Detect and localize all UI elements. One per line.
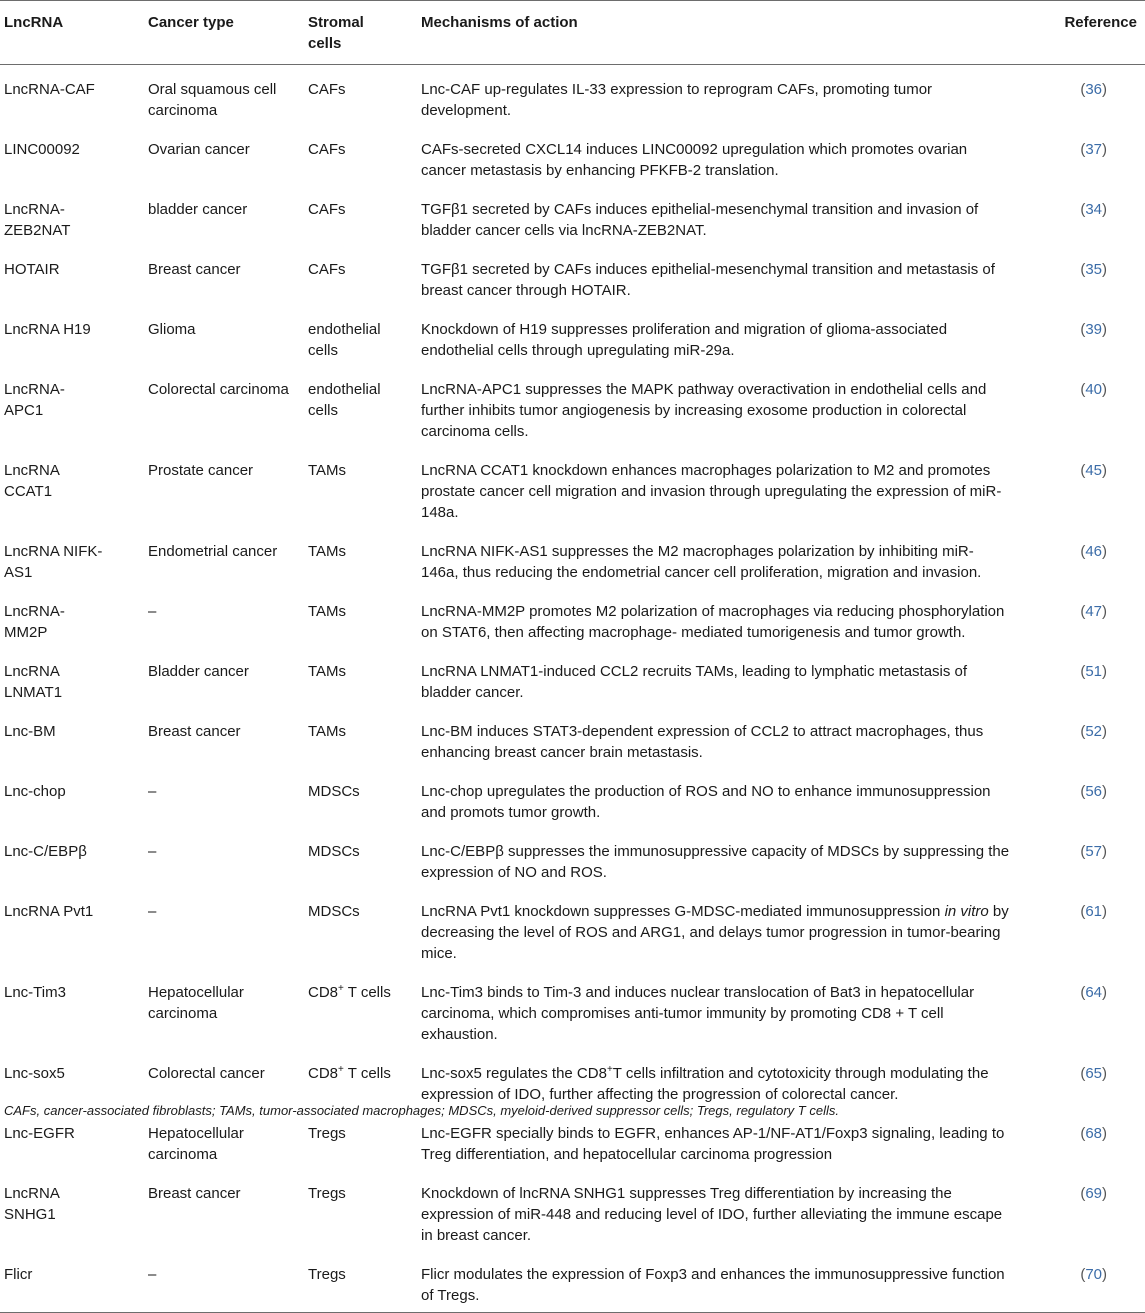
table-row <box>0 527 1145 587</box>
cell-stromal-cells: TAMs <box>308 663 347 680</box>
table-row <box>0 767 1145 827</box>
table-footnote: CAFs, cancer-associated fibroblasts; TAMs, tumor-associated macrophages; MDSCs, myeloid-derived suppressor cells; Tregs, regulatory T cells. <box>4 1103 839 1118</box>
table-row <box>0 1049 1145 1109</box>
table-row <box>0 245 1145 305</box>
table-row <box>0 887 1145 968</box>
cell-stromal-cells: Tregs <box>308 1185 346 1202</box>
cell-reference: (51) <box>1080 663 1107 680</box>
cell-mechanism: Lnc-BM induces STAT3-dependent expression of CCL2 to attract macrophages, thus enhancing breast cancer brain metastasis. <box>421 723 984 761</box>
cell-mechanism: Lnc-chop upregulates the production of ROS and NO to enhance immunosuppression and promots tumor growth. <box>421 783 991 821</box>
cell-lncrna: LncRNA-ZEB2NAT <box>4 201 71 239</box>
cell-cancer-type: Breast cancer <box>148 723 241 740</box>
cell-stromal-cells: endothelial cells <box>308 321 381 359</box>
cell-cancer-type: – <box>148 903 157 920</box>
cell-lncrna: LncRNA NIFK-AS1 <box>4 543 103 581</box>
table-row <box>0 707 1145 767</box>
reference-link[interactable]: 64 <box>1085 984 1102 1001</box>
table-row <box>0 827 1145 887</box>
cell-stromal-cells: TAMs <box>308 543 347 560</box>
table-row <box>0 587 1145 647</box>
cell-reference: (46) <box>1080 543 1107 560</box>
cell-reference: (70) <box>1045 1250 1145 1313</box>
header-mechanisms: Mechanisms of action <box>417 1 1045 65</box>
reference-link[interactable]: 35 <box>1085 261 1102 278</box>
cell-mechanism: Lnc-sox5 regulates the CD8+T cells infiltration and cytotoxicity through modulating the expression of IDO, further affecting the progression of colorectal cancer. <box>421 1064 989 1103</box>
cell-cancer-type: – <box>148 783 157 800</box>
cell-cancer-type: – <box>144 1250 304 1313</box>
cell-cancer-type: Prostate cancer <box>148 462 254 479</box>
cell-mechanism: LncRNA Pvt1 knockdown suppresses G-MDSC-mediated immunosuppression in vitro by decreasing the level of ROS and ARG1, and delays tumor progression in tumor-bearing mice. <box>421 903 1009 962</box>
table-row <box>0 647 1145 707</box>
cell-stromal-cells: CAFs <box>308 141 346 158</box>
reference-link[interactable]: 39 <box>1085 321 1102 338</box>
reference-link[interactable]: 61 <box>1085 903 1102 920</box>
cell-cancer-type: Glioma <box>148 321 196 338</box>
cell-cancer-type: Endometrial cancer <box>148 543 278 560</box>
table-row <box>0 1169 1145 1250</box>
reference-link[interactable]: 40 <box>1085 381 1102 398</box>
cell-stromal-cells: CD8+ T cells <box>308 1064 391 1082</box>
cell-lncrna: Lnc-chop <box>4 783 66 800</box>
cell-lncrna: Lnc-BM <box>4 723 56 740</box>
cell-reference: (39) <box>1080 321 1107 338</box>
cell-mechanism: Lnc-Tim3 binds to Tim-3 and induces nuclear translocation of Bat3 in hepatocellular carcinoma, which compromises anti-tumor immunity by promoting CD8 + T cell exhaustion. <box>421 984 975 1043</box>
cell-reference: (64) <box>1080 984 1107 1001</box>
table-row <box>0 65 1145 126</box>
reference-link[interactable]: 34 <box>1085 201 1102 218</box>
cell-mechanism: Lnc-EGFR specially binds to EGFR, enhances AP-1/NF-AT1/Foxp3 signaling, leading to Treg differentiation, and hepatocellular carcinoma progression <box>421 1125 1005 1163</box>
cell-lncrna: LncRNA-CAF <box>4 81 95 98</box>
header-reference: Reference <box>1045 1 1145 65</box>
cell-reference: (52) <box>1080 723 1107 740</box>
cell-mechanism: Knockdown of lncRNA SNHG1 suppresses Treg differentiation by increasing the expression of miR-448 and reducing level of IDO, further alleviating the immune escape in breast cancer. <box>421 1185 1003 1244</box>
reference-link[interactable]: 56 <box>1085 783 1102 800</box>
table-row <box>0 1109 1145 1169</box>
reference-link[interactable]: 68 <box>1085 1125 1102 1142</box>
reference-link[interactable]: 45 <box>1085 462 1102 479</box>
cell-reference: (65) <box>1080 1065 1107 1082</box>
reference-link[interactable]: 52 <box>1085 723 1102 740</box>
cell-mechanism: LncRNA CCAT1 knockdown enhances macrophages polarization to M2 and promotes prostate cancer cell migration and invasion through upregulating the expression of miR-148a. <box>421 462 1002 521</box>
cell-mechanism: LncRNA LNMAT1-induced CCL2 recruits TAMs, leading to lymphatic metastasis of bladder cancer. <box>421 663 968 701</box>
table-body <box>0 65 1145 1313</box>
cell-stromal-cells: Tregs <box>304 1250 417 1313</box>
cell-reference: (37) <box>1080 141 1107 158</box>
cell-reference: (35) <box>1080 261 1107 278</box>
cell-stromal-cells: CAFs <box>308 81 346 98</box>
cell-mechanism: TGFβ1 secreted by CAFs induces epithelial-mesenchymal transition and metastasis of breast cancer through HOTAIR. <box>421 261 995 299</box>
cell-mechanism: LncRNA-MM2P promotes M2 polarization of macrophages via reducing phosphorylation on STAT6, then affecting macrophage- mediated tumorigenesis and tumor growth. <box>421 603 1005 641</box>
cell-stromal-cells: MDSCs <box>308 783 360 800</box>
cell-reference: (56) <box>1080 783 1107 800</box>
table-row <box>0 446 1145 527</box>
table-row <box>0 1250 1145 1313</box>
cell-cancer-type: – <box>148 603 157 620</box>
cell-lncrna: LncRNA LNMAT1 <box>4 663 63 701</box>
cell-cancer-type: Hepatocellular carcinoma <box>148 1125 244 1163</box>
table-row <box>0 185 1145 245</box>
header-row <box>0 1 1145 65</box>
cell-reference: (57) <box>1080 843 1107 860</box>
cell-reference: (69) <box>1080 1185 1107 1202</box>
cell-reference: (61) <box>1080 903 1107 920</box>
cell-stromal-cells: Tregs <box>308 1125 346 1142</box>
cell-mechanism: Lnc-CAF up-regulates IL-33 expression to reprogram CAFs, promoting tumor development. <box>421 81 933 119</box>
cell-stromal-cells: TAMs <box>308 603 347 620</box>
cell-mechanism: TGFβ1 secreted by CAFs induces epithelial-mesenchymal transition and invasion of bladder cancer cells via lncRNA-ZEB2NAT. <box>421 201 979 239</box>
cell-cancer-type: Bladder cancer <box>148 663 249 680</box>
table-row <box>0 968 1145 1049</box>
cell-cancer-type: Breast cancer <box>148 1185 241 1202</box>
cell-mechanism: CAFs-secreted CXCL14 induces LINC00092 upregulation which promotes ovarian cancer metastasis by enhancing PFKFB-2 translation. <box>421 141 968 179</box>
cell-stromal-cells: CAFs <box>308 261 346 278</box>
cell-lncrna: LncRNA CCAT1 <box>4 462 60 500</box>
reference-link[interactable]: 37 <box>1085 141 1102 158</box>
cell-stromal-cells: endothelial cells <box>308 381 381 419</box>
table-row <box>0 365 1145 446</box>
cell-lncrna: Lnc-C/EBPβ <box>4 843 87 860</box>
cell-lncrna: LncRNA SNHG1 <box>4 1185 60 1223</box>
cell-stromal-cells: MDSCs <box>308 843 360 860</box>
cell-mechanism: Lnc-C/EBPβ suppresses the immunosuppressive capacity of MDSCs by suppressing the expression of NO and ROS. <box>421 843 1010 881</box>
reference-link[interactable]: 47 <box>1085 603 1102 620</box>
cell-cancer-type: Colorectal carcinoma <box>148 381 289 398</box>
cell-cancer-type: Colorectal cancer <box>148 1065 265 1082</box>
header-cancer-type: Cancer type <box>144 1 304 65</box>
cell-cancer-type: Ovarian cancer <box>148 141 250 158</box>
cell-reference: (34) <box>1080 201 1107 218</box>
cell-stromal-cells: CAFs <box>308 201 346 218</box>
cell-lncrna: Flicr <box>0 1250 144 1313</box>
cell-cancer-type: bladder cancer <box>148 201 248 218</box>
cell-stromal-cells: MDSCs <box>308 903 360 920</box>
cell-cancer-type: – <box>148 843 157 860</box>
reference-link[interactable]: 57 <box>1085 843 1102 860</box>
reference-link[interactable]: 65 <box>1085 1065 1102 1082</box>
cell-cancer-type: Breast cancer <box>148 261 241 278</box>
cell-stromal-cells: TAMs <box>308 723 347 740</box>
cell-lncrna: Lnc-sox5 <box>4 1065 65 1082</box>
cell-reference: (47) <box>1080 603 1107 620</box>
cell-mechanism: Flicr modulates the expression of Foxp3 and enhances the immunosuppressive function of Tregs. <box>417 1250 1045 1313</box>
reference-link[interactable]: 51 <box>1085 663 1102 680</box>
cell-lncrna: LINC00092 <box>4 141 80 158</box>
cell-stromal-cells: CD8+ T cells <box>308 983 391 1001</box>
cell-reference: (68) <box>1080 1125 1107 1142</box>
cell-stromal-cells: TAMs <box>308 462 347 479</box>
cell-reference: (45) <box>1080 462 1107 479</box>
cell-lncrna: LncRNA H19 <box>4 321 91 338</box>
cell-lncrna: HOTAIR <box>4 261 60 278</box>
cell-reference: (36) <box>1080 81 1107 98</box>
cell-mechanism: LncRNA-APC1 suppresses the MAPK pathway overactivation in endothelial cells and further inhibits tumor angiogenesis by increasing exosome production in colorectal carcinoma cells. <box>421 381 987 440</box>
header-lncrna: LncRNA <box>0 1 144 65</box>
cell-lncrna: Lnc-EGFR <box>4 1125 75 1142</box>
cell-reference: (40) <box>1080 381 1107 398</box>
reference-link[interactable]: 46 <box>1085 543 1102 560</box>
reference-link[interactable]: 70 <box>1085 1266 1102 1283</box>
cell-cancer-type: Hepatocellular carcinoma <box>148 984 244 1022</box>
cell-lncrna: LncRNA Pvt1 <box>4 903 94 920</box>
cell-cancer-type: Oral squamous cell carcinoma <box>148 81 277 119</box>
reference-link[interactable]: 69 <box>1085 1185 1102 1202</box>
reference-link[interactable]: 36 <box>1085 81 1102 98</box>
cell-lncrna: Lnc-Tim3 <box>4 984 66 1001</box>
header-stromal-cells: Stromal cells <box>304 1 417 65</box>
cell-lncrna: LncRNA-APC1 <box>4 381 65 419</box>
cell-lncrna: LncRNA-MM2P <box>4 603 65 641</box>
cell-mechanism: LncRNA NIFK-AS1 suppresses the M2 macrophages polarization by inhibiting miR-146a, thus reducing the endometrial cancer cell proliferation, migration and invasion. <box>421 543 982 581</box>
cell-mechanism: Knockdown of H19 suppresses proliferation and migration of glioma-associated endothelial cells through upregulating miR-29a. <box>421 321 948 359</box>
table-row <box>0 305 1145 365</box>
table-row <box>0 125 1145 185</box>
